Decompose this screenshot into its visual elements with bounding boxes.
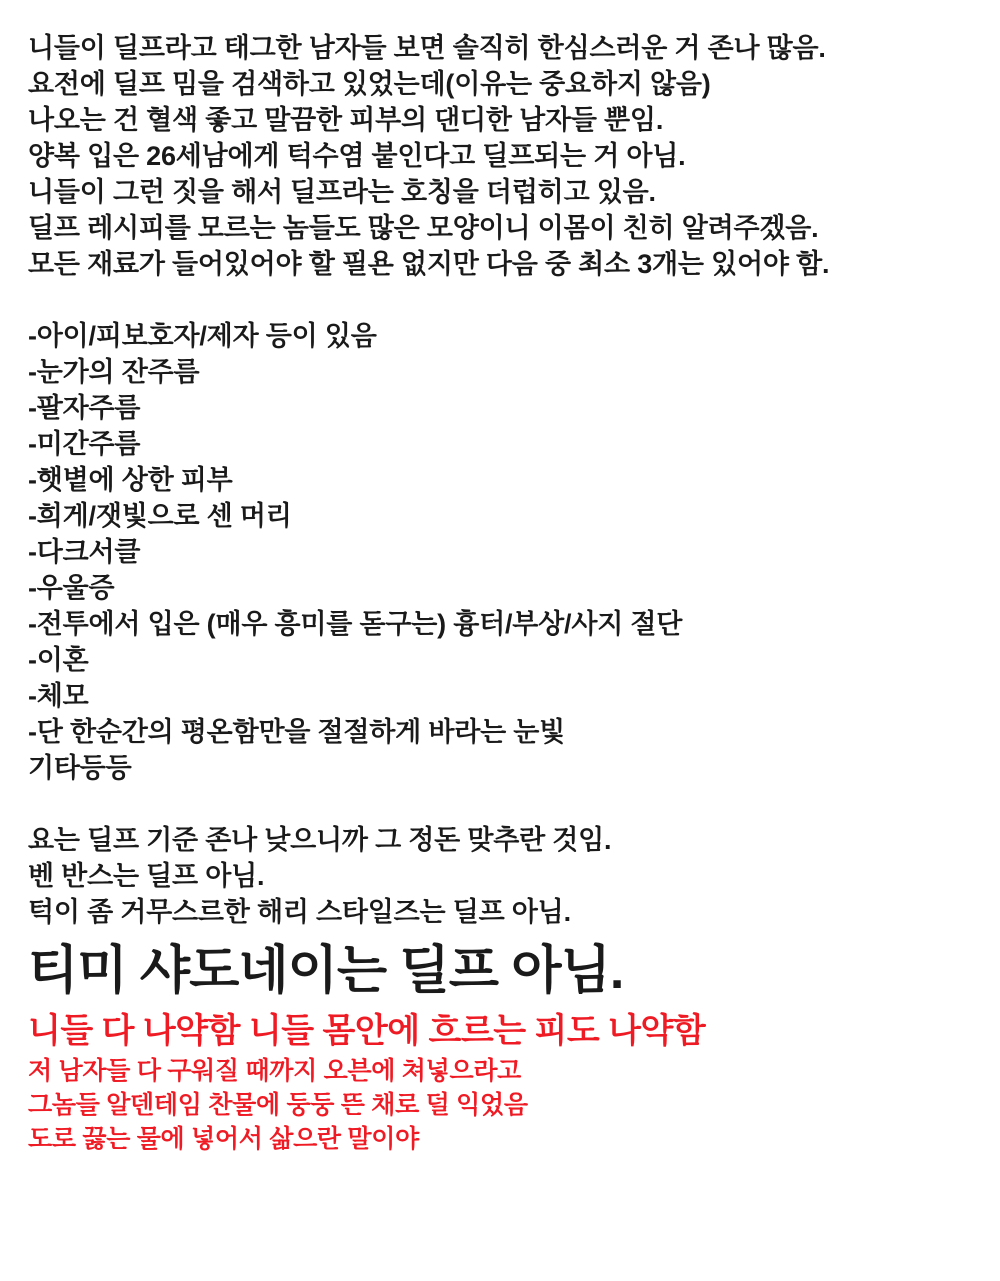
red-closing-line-1: 저 남자들 다 구워질 때까지 오븐에 쳐넣으라고	[28, 1057, 522, 1085]
criteria-item-12: -단 한순간의 평온함만을 절절하게 바라는 눈빛	[28, 717, 566, 747]
intro-paragraph	[28, 30, 972, 282]
criteria-item-10: -이혼	[28, 645, 89, 675]
intro-line-2: 요전에 딜프 밈을 검색하고 있었는데(이유는 중요하지 않음)	[28, 69, 711, 99]
red-banner-statement: 니들 다 나약함 니들 몸안에 흐르는 피도 나약함	[28, 1012, 706, 1050]
verdict-line-1: 요는 딜프 기준 존나 낮으니까 그 정돈 맞추란 것임.	[28, 825, 612, 855]
criteria-item-9: -전투에서 입은 (매우 흥미를 돋구는) 흉터/부상/사지 절단	[28, 609, 683, 639]
verdict-line-3: 턱이 좀 거무스르한 해리 스타일즈는 딜프 아님.	[28, 897, 571, 927]
verdict-paragraph	[28, 822, 972, 930]
criteria-list	[28, 318, 972, 786]
intro-line-6: 딜프 레시피를 모르는 놈들도 많은 모양이니 이몸이 친히 알려주겠음.	[28, 213, 819, 243]
criteria-item-6: -희게/잿빛으로 센 머리	[28, 501, 292, 531]
criteria-item-4: -미간주름	[28, 429, 141, 459]
red-closing-line-3: 도로 끓는 물에 넣어서 삶으란 말이야	[28, 1125, 419, 1153]
intro-line-1: 니들이 딜프라고 태그한 남자들 보면 솔직히 한심스러운 거 존나 많음.	[28, 33, 826, 63]
criteria-item-1: -아이/피보호자/제자 등이 있음	[28, 321, 377, 351]
red-closing-paragraph	[28, 1054, 972, 1156]
verdict-line-2: 벤 반스는 딜프 아님.	[28, 861, 265, 891]
criteria-item-2: -눈가의 잔주름	[28, 357, 200, 387]
intro-line-7: 모든 재료가 들어있어야 할 필욘 없지만 다음 중 최소 3개는 있어야 함.	[28, 249, 830, 279]
spacer-after-criteria	[28, 786, 972, 822]
criteria-item-8: -우울증	[28, 573, 115, 603]
criteria-item-3: -팔자주름	[28, 393, 141, 423]
criteria-item-11: -체모	[28, 681, 89, 711]
criteria-item-5: -햇볕에 상한 피부	[28, 465, 233, 495]
red-closing-line-2: 그놈들 알덴테임 찬물에 둥둥 뜬 채로 덜 익었음	[28, 1091, 528, 1119]
intro-line-5: 니들이 그런 짓을 해서 딜프라는 호칭을 더럽히고 있음.	[28, 177, 656, 207]
spacer-after-intro	[28, 282, 972, 318]
criteria-item-etc: 기타등등	[28, 753, 132, 783]
intro-line-3: 나오는 건 혈색 좋고 말끔한 피부의 댄디한 남자들 뿐임.	[28, 105, 664, 135]
criteria-item-7: -다크서클	[28, 537, 141, 567]
intro-line-4: 양복 입은 26세남에게 턱수염 붙인다고 딜프되는 거 아님.	[28, 141, 686, 171]
headline-statement: 티미 샤도네이는 딜프 아님.	[28, 942, 624, 1000]
